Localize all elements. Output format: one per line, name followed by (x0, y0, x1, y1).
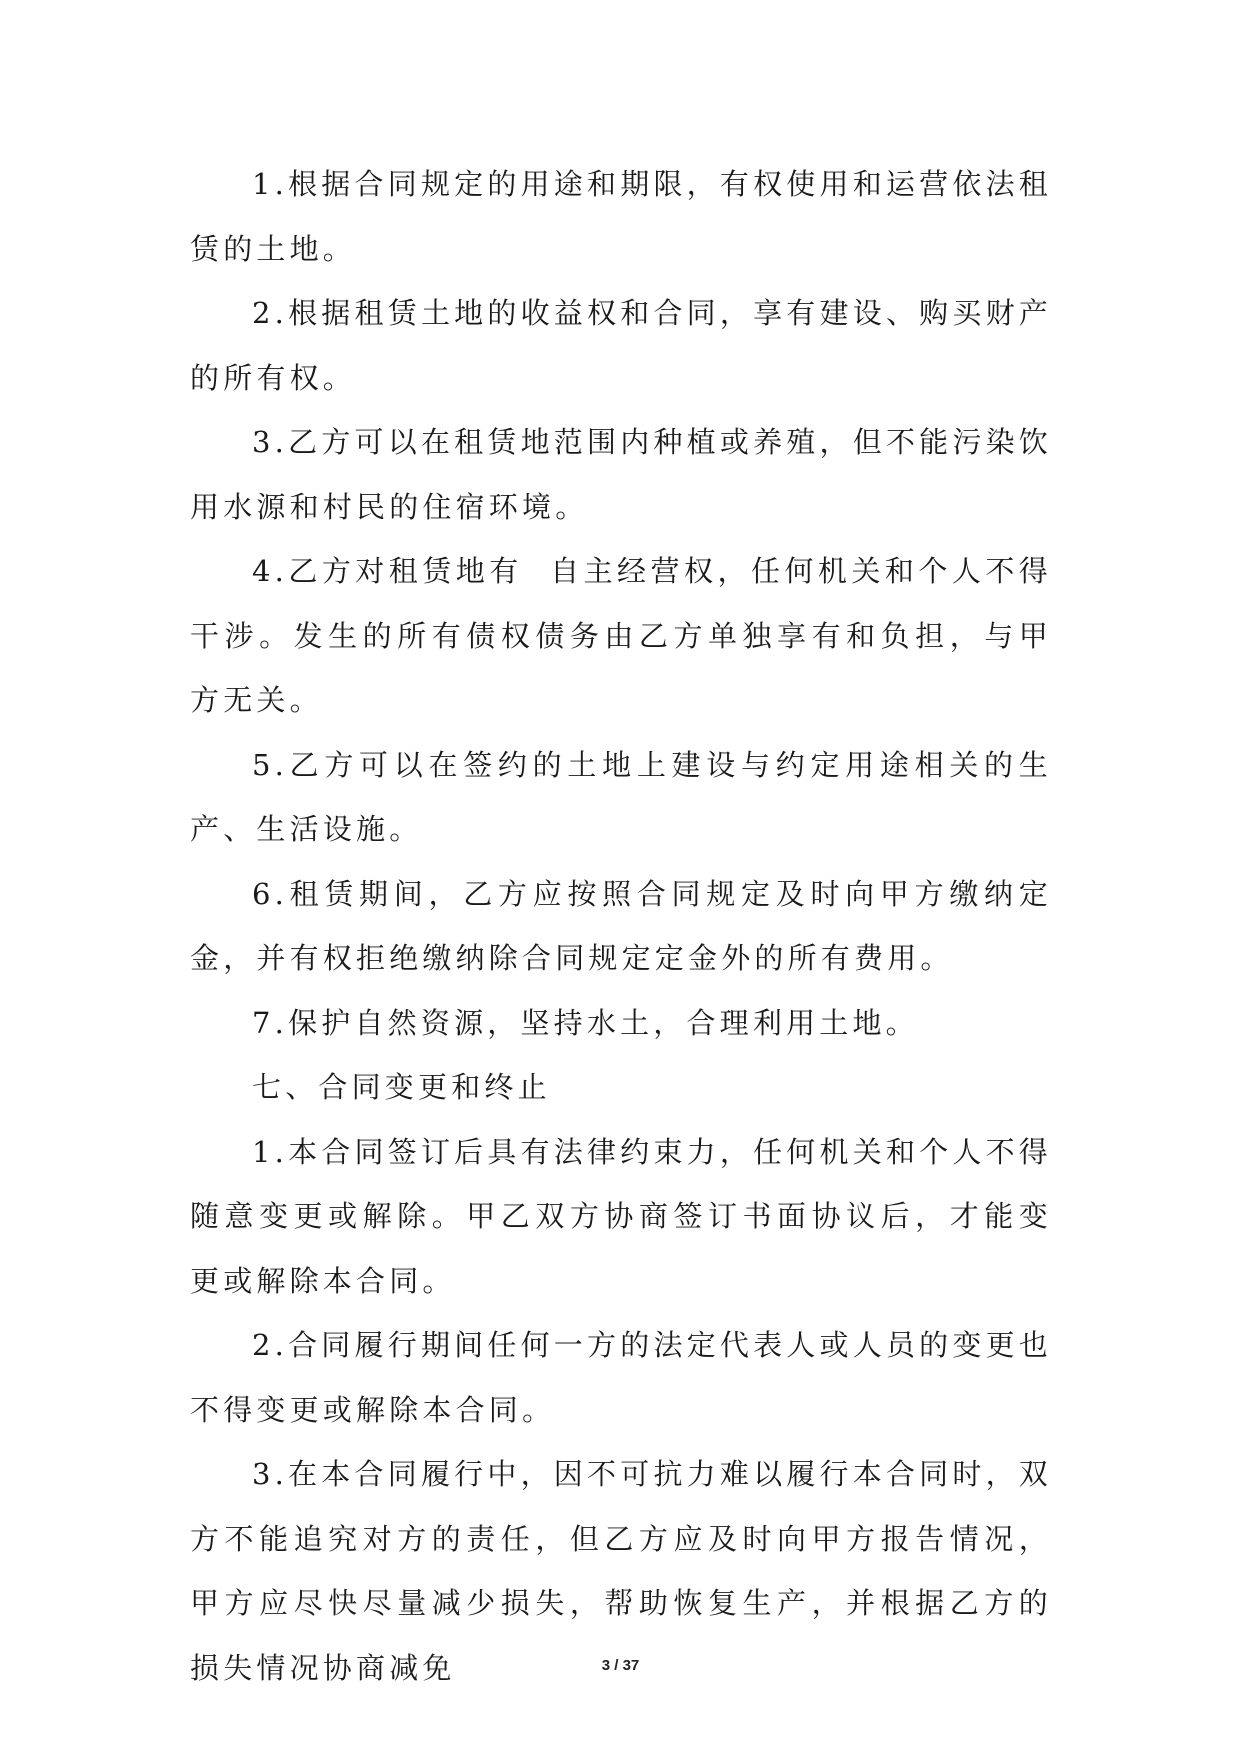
paragraph-legal-binding: 1.本合同签订后具有法律约束力，任何机关和个人不得随意变更或解除。甲乙双方协商签订书面协议后，才能变更或解除本合同。 (190, 1134, 1052, 1298)
paragraph-operation-right: 4.乙方对租赁地有 自主经营权，任何机关和个人不得干涉。发生的所有债权债务由乙方单独享有和负担，与甲方无关。 (190, 554, 1052, 717)
paragraph-representative-change: 2.合同履行期间任何一方的法定代表人或人员的变更也不得变更或解除本合同。 (190, 1328, 1052, 1427)
paragraph-facilities: 5.乙方可以在签约的土地上建设与约定用途相关的生产、生活设施。 (190, 747, 1052, 846)
paragraph-usage-right: 1.根据合同规定的用途和期限，有权使用和运营依法租赁的土地。 (190, 167, 1052, 266)
paragraph-deposit: 6.租赁期间，乙方应按照合同规定及时向甲方缴纳定金，并有权拒绝缴纳除合同规定定金外的所有费用。 (190, 876, 1052, 975)
paragraph-force-majeure: 3.在本合同履行中，因不可抗力难以履行本合同时，双方不能追究对方的责任，但乙方应及时向甲方报告情况，甲方应尽快尽量减少损失，帮助恢复生产，并根据乙方的损失情况协商减免 (190, 1457, 1052, 1685)
section-heading-contract-change: 七、合同变更和终止 (252, 1070, 551, 1104)
paragraph-resource-protection: 7.保护自然资源，坚持水土，合理利用土地。 (252, 1005, 919, 1040)
document-body (190, 152, 1052, 1700)
page-number: 3 / 37 (601, 1657, 640, 1674)
paragraph-planting-breeding: 3.乙方可以在租赁地范围内种植或养殖，但不能污染饮用水源和村民的住宿环境。 (190, 425, 1052, 524)
paragraph-property-ownership: 2.根据租赁土地的收益权和合同，享有建设、购买财产的所有权。 (190, 296, 1052, 395)
